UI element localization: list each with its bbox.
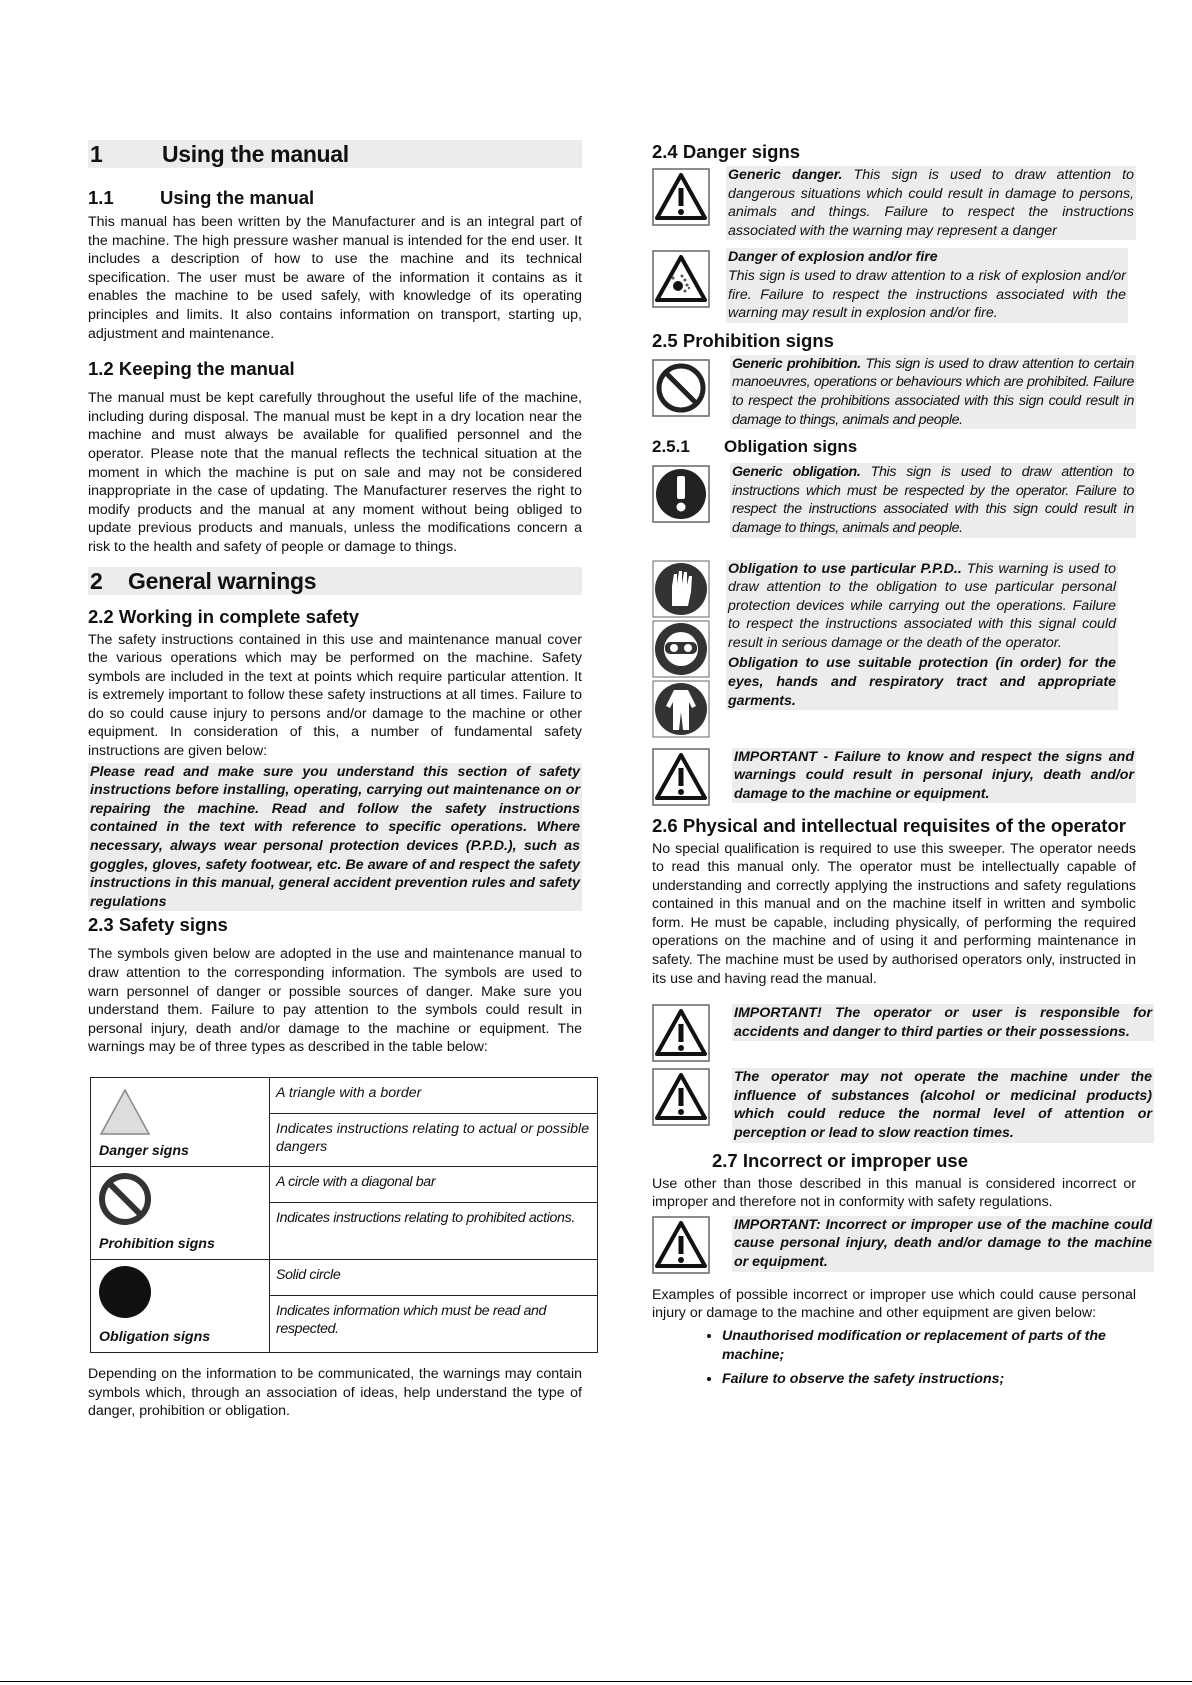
right-column (652, 140, 1152, 1395)
ppd-text: This warning is used to draw attention to the obligation to use particular personal protection devices while carrying out the operations. Failure to respect the instructions associated with this signal could result in serious damage or the death of the operator. (728, 560, 1116, 651)
generic-danger-text: This sign is used to draw attention to dangerous situations which could result in damage to persons, animals and things. Failure to respect the instructions associated with the warning may represent a danger (728, 167, 1135, 239)
warning-triangle-icon (652, 1004, 710, 1062)
obligation-text: This sign is used to draw attention to instructions which must be respected by the operator. Failure to respect the instructions associated with this sign could result in damage to things, animals and people. (732, 464, 1134, 536)
symbol-table (90, 1077, 598, 1353)
table-cell: Indicates information which must be read and respected. (270, 1295, 598, 1352)
section-1-2-text: The manual must be kept carefully throughout the useful life of the machine, including during disposal. The manual must be kept in a dry location near the machine and must always be available for qualified personnel and the operator. Please note that the manual reflects the technical situation at the moment in which the machine is put on sale and may not be considered inappropriate in the case of updating. The Manufacturer reserves the right to modify products and the manual at any moment without being obliged to update previous products and manuals, unless the modifications concern a risk to the health and safety of people or damage to things. (88, 390, 582, 555)
goggles-icon (652, 620, 710, 678)
warning-triangle-icon (652, 168, 710, 226)
left-column (88, 140, 590, 1421)
table-cell: A circle with a diagonal bar (270, 1166, 598, 1202)
prohibition-signs-label: Prohibition signs (99, 1235, 215, 1252)
warning-triangle-icon (652, 1068, 710, 1126)
ppd-title: Obligation to use particular P.P.D.. (728, 560, 962, 577)
generic-danger-title: Generic danger. (728, 167, 843, 183)
important-text-1: IMPORTANT - Failure to know and respect the signs and warnings could result in personal injury, death and/or damage to the machine or equipment. (734, 748, 1134, 802)
ppd-protection-text: Obligation to use suitable protection (in order) for the eyes, hands and respiratory tract and appropriate garments. (728, 655, 1116, 709)
section-1-1-text: This manual has been written by the Manufacturer and is an integral part of the machine. The high pressure washer manual is intended for the end user. It includes a description of how to use the machine and its technical specification. The user must be aware of the information it contains as it enables the machine to be used safely, with knowledge of its operating principles and limits. It also contains information on transport, starting up, adjustment and maintenance. (88, 214, 582, 342)
section-2-6-heading: 2.6 Physical and intellectual requisites of the operator (652, 814, 1126, 836)
obligation-block (652, 463, 1136, 537)
table-cell: A triangle with a border (270, 1077, 598, 1113)
prohibition-title: Generic prohibition. (732, 355, 861, 372)
section-2-4-heading: 2.4 Danger signs (652, 141, 801, 162)
section-2-3-text: The symbols given below are adopted in the use and maintenance manual to draw attention to the corresponding information. The symbols are used to warn personnel of danger or possible sources of danger. Make sure you understand them. Failure to pay attention to the symbols could result in personal injury, death and/or damage to the machine or equipment. The warnings may be of three types as described in the table below: (88, 946, 582, 1056)
important-text-2: IMPORTANT! The operator or user is responsible for accidents and danger to third parties or their possessions. (734, 1005, 1152, 1040)
improper-use-list (652, 1327, 1136, 1389)
section-1-heading: 1 Using the manual (88, 140, 582, 168)
obligation-title: Generic obligation. (732, 464, 861, 481)
obligation-signs-label: Obligation signs (99, 1328, 211, 1345)
solid-circle-icon (97, 1264, 153, 1320)
list-item: • Failure to observe the safety instructions; (722, 1370, 1136, 1389)
important-text-4: IMPORTANT: Incorrect or improper use of the machine could cause personal injury, death and/or damage to the machine or equipment. (734, 1216, 1152, 1270)
explosion-block (652, 248, 1136, 322)
warning-triangle-icon (652, 1216, 710, 1274)
explosion-title: Danger of explosion and/or fire (728, 249, 938, 266)
important-block-3 (652, 1068, 1154, 1142)
section-1-1-heading: 1.1 Using the manual (88, 187, 315, 208)
table-cell: Solid circle (270, 1259, 598, 1295)
important-text-3: The operator may not operate the machine under the influence of substances (alcohol or medicinal products) which could reduce the normal level of attention or perception or lead to slow reaction times. (734, 1069, 1152, 1142)
overalls-icon (652, 680, 710, 738)
warning-triangle-icon (99, 1088, 151, 1136)
section-2-5-heading: 2.5 Prohibition signs (652, 329, 834, 351)
ppd-block (652, 560, 1136, 738)
section-2-7-examples: Examples of possible incorrect or improper use which could cause personal injury or damage to the machine and other equipment are given below: (652, 1286, 1136, 1322)
table-cell: Indicates instructions relating to actual or possible dangers (270, 1113, 598, 1166)
table-row (91, 1166, 598, 1202)
gloves-icon (652, 560, 710, 618)
prohibition-icon (652, 359, 710, 417)
important-block-1 (652, 748, 1136, 806)
exclamation-circle-icon (652, 465, 710, 523)
prohibition-text: This sign is used to draw attention to certain manoeuvres, operations or behaviours which are prohibited. Failure to respect the prohibitions associated with this sign could result in damage to things, animals and people. (732, 355, 1134, 428)
explosion-text: This sign is used to draw attention to a risk of explosion and/or fire. Failure to respect the instructions associated with the warning may result in explosion and/or fire. (728, 267, 1126, 322)
important-block-4 (652, 1216, 1154, 1274)
important-block-2 (652, 1004, 1154, 1062)
after-table-text: Depending on the information to be communicated, the warnings may contain symbols which, through an association of ideas, help understand the type of danger, prohibition or obligation. (88, 1365, 582, 1420)
section-2-heading: 2 General warnings (88, 567, 582, 595)
section-2-5-1-heading: 2.5.1 Obligation signs (652, 437, 858, 457)
table-row (91, 1077, 598, 1113)
list-item: • Unauthorised modification or replacement of parts of the machine; (722, 1327, 1136, 1364)
section-1-2-heading: 1.2 Keeping the manual (88, 358, 295, 380)
safety-callout: Please read and make sure you understand this section of safety instructions before installing, operating, carrying out maintenance on or repairing the machine. Read and follow the safety instructions contained in the text with reference to specific operations. Where necessary, always wear personal protection devices (P.P.D.), such as goggles, gloves, safety footwear, etc. Be aware of and respect the safety instructions in this manual, general accident prevention rules and safety regulations (90, 763, 580, 910)
section-2-6-text: No special qualification is required to use this sweeper. The operator needs to read this manual only. The operator must be intellectually capable of understanding and correctly applying the instructions and safety regulations contained in this manual and on the machine itself in written and symbolic form. He must be capable, including physically, of performing the required operations on the machine and of using it and performing maintenance in safety. The machine must be used by authorised operators only, instructed in its use and having read the manual. (652, 840, 1136, 987)
section-2-2-text: The safety instructions contained in this use and maintenance manual cover the various operations which may be performed on the machine. Safety symbols are included in the text at points which require particular attention. It is extremely important to follow these safety instructions at all times. Failure to do so could cause injury to persons and/or damage to the machine or other equipment. In consideration of this, a number of fundamental safety instructions are given below: (88, 631, 582, 760)
generic-danger-block (652, 166, 1136, 240)
section-2-3-heading: 2.3 Safety signs (88, 914, 228, 936)
section-2-7-heading: 2.7 Incorrect or improper use (712, 1149, 969, 1171)
table-cell: Indicates instructions relating to prohibited actions. (270, 1202, 598, 1259)
section-2-7-text: Use other than those described in this manual is considered incorrect or improper and therefore not in conformity with safety regulations. (652, 1175, 1136, 1211)
danger-signs-label: Danger signs (99, 1142, 189, 1159)
prohibition-icon (97, 1171, 153, 1227)
warning-triangle-icon (652, 748, 710, 806)
section-2-2-heading: 2.2 Working in complete safety (88, 605, 360, 627)
footer-rule (0, 1681, 1192, 1682)
explosion-icon (652, 250, 710, 308)
table-row (91, 1259, 598, 1295)
prohibition-block (652, 355, 1136, 429)
